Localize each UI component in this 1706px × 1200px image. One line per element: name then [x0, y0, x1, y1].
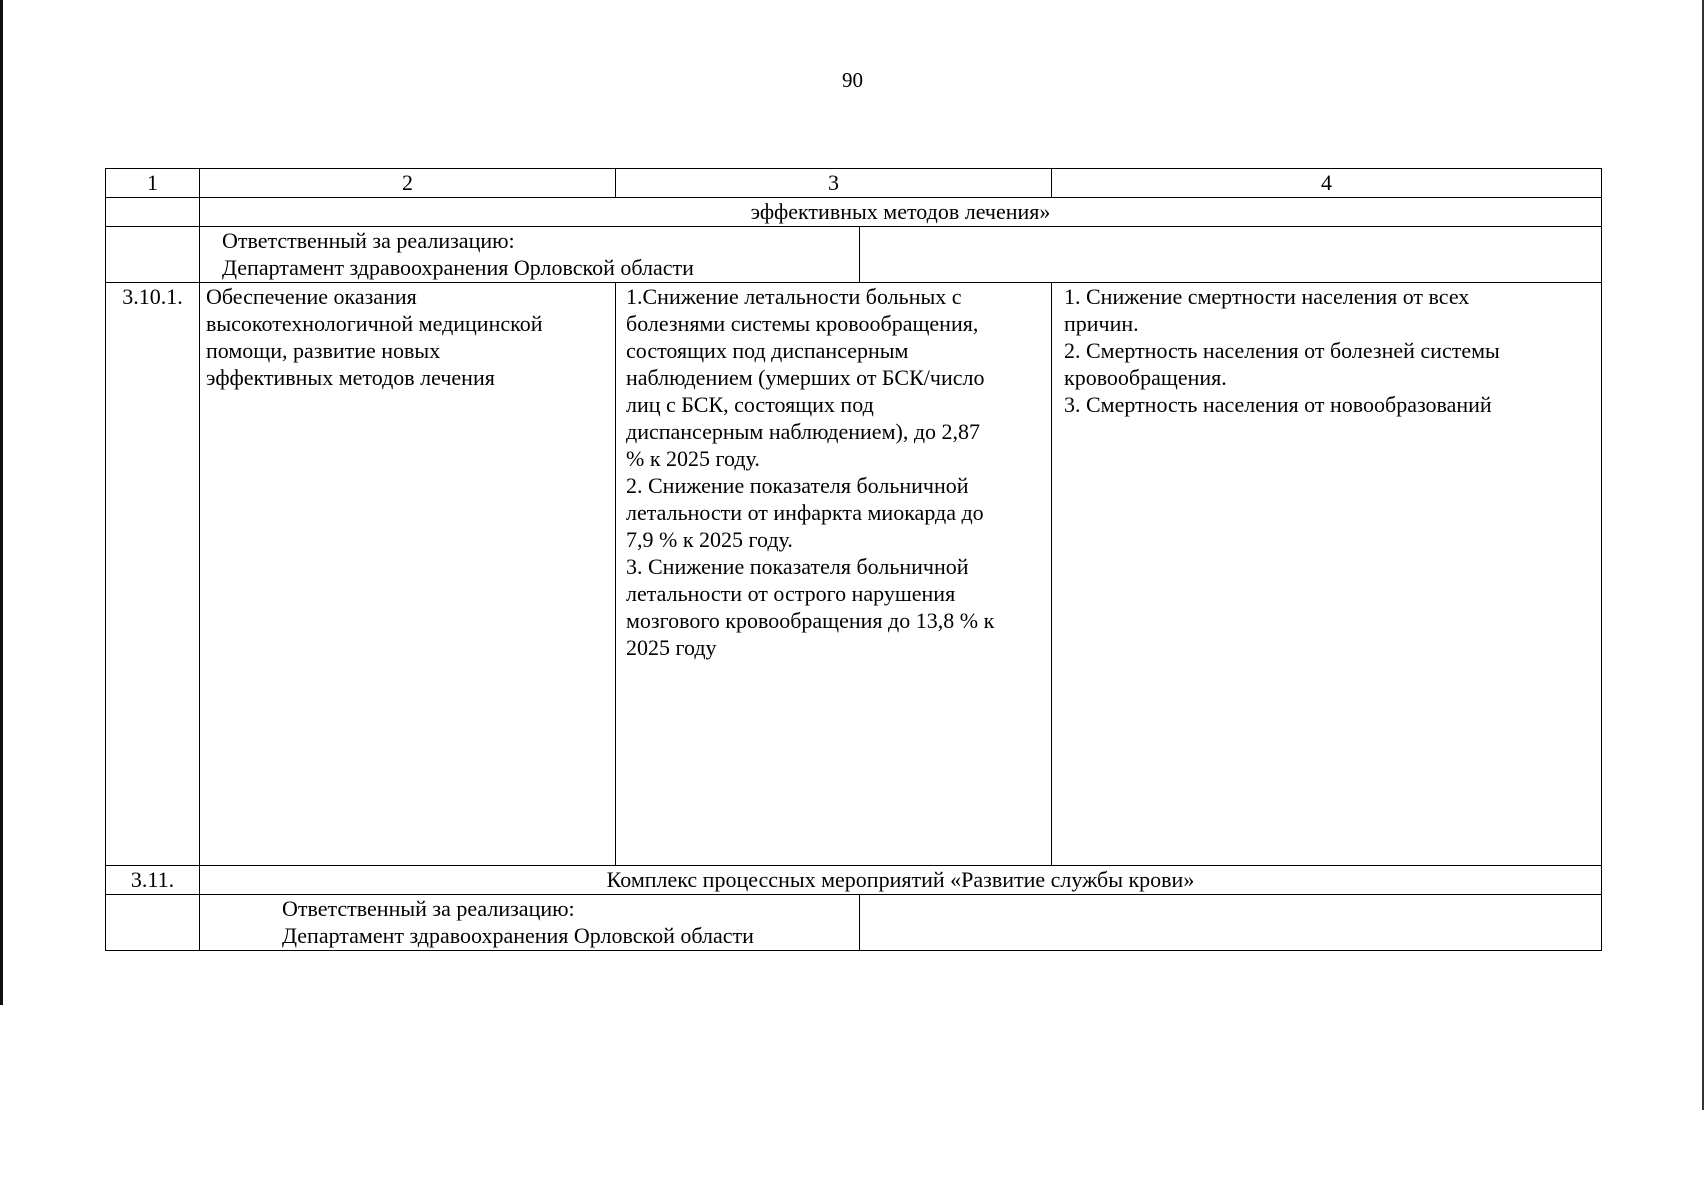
result-line: лиц с БСК, состоящих под: [626, 392, 874, 417]
page-right-edge: [1702, 0, 1704, 1110]
table-row-3-10-1: [106, 283, 1602, 866]
result-line: 2. Снижение показателя больничной: [626, 473, 969, 498]
indicator-line: 1. Снижение смертности населения от всех: [1064, 284, 1470, 309]
event-line: помощи, развитие новых: [206, 338, 441, 363]
row-number: 3.11.: [106, 866, 200, 895]
header-col-2: 2: [200, 169, 616, 198]
responsible-label: Ответственный за реализацию:: [222, 228, 515, 253]
event-cell: [200, 283, 616, 866]
measures-table: [105, 168, 1602, 951]
responsible-cell-1: [200, 227, 1602, 283]
responsible-department: Департамент здравоохранения Орловской области: [222, 255, 694, 280]
section-title-row: [106, 198, 1602, 227]
row-number: 3.10.1.: [106, 283, 200, 866]
header-col-1: 1: [106, 169, 200, 198]
table-header-row: [106, 169, 1602, 198]
event-line: эффективных методов лечения: [206, 365, 495, 390]
result-line: % к 2025 году.: [626, 446, 760, 471]
section-title-continued: эффективных методов лечения»: [200, 198, 1602, 227]
empty-number-cell: [106, 227, 200, 283]
responsible-row-1: [106, 227, 1602, 283]
indicator-line: причин.: [1064, 311, 1139, 336]
result-line: наблюдением (умерших от БСК/число: [626, 365, 985, 390]
result-line: диспансерным наблюдением), до 2,87: [626, 419, 981, 444]
result-line: 7,9 % к 2025 году.: [626, 527, 793, 552]
indicator-cell: [1052, 283, 1602, 866]
empty-number-cell: [106, 895, 200, 951]
responsible-department: Департамент здравоохранения Орловской области: [282, 923, 754, 948]
result-line: летальности от острого нарушения: [626, 581, 956, 606]
event-line: высокотехнологичной медицинской: [206, 311, 543, 336]
result-line: 3. Снижение показателя больничной: [626, 554, 969, 579]
header-col-3: 3: [616, 169, 1052, 198]
responsible-empty-area: [860, 227, 1601, 282]
indicator-line: 3. Смертность населения от новообразований: [1064, 392, 1492, 417]
empty-number-cell: [106, 198, 200, 227]
result-cell: [616, 283, 1052, 866]
section-title: Комплекс процессных мероприятий «Развитие службы крови»: [200, 866, 1602, 895]
result-line: мозгового кровообращения до 13,8 % к: [626, 608, 995, 633]
indicator-line: 2. Смертность населения от болезней системы: [1064, 338, 1500, 363]
responsible-cell-2: [200, 895, 1602, 951]
responsible-label: Ответственный за реализацию:: [282, 896, 575, 921]
result-line: 1.Снижение летальности больных с: [626, 284, 962, 309]
result-line: 2025 году: [626, 635, 717, 660]
result-line: летальности от инфаркта миокарда до: [626, 500, 984, 525]
indicator-line: кровообращения.: [1064, 365, 1227, 390]
responsible-row-2: [106, 895, 1602, 951]
responsible-empty-area: [860, 895, 1601, 950]
table-row-3-11: [106, 866, 1602, 895]
result-line: болезнями системы кровообращения,: [626, 311, 979, 336]
header-col-4: 4: [1052, 169, 1602, 198]
result-line: состоящих под диспансерным: [626, 338, 909, 363]
event-line: Обеспечение оказания: [206, 284, 417, 309]
page-left-edge: [0, 0, 3, 1005]
page-number: 90: [842, 68, 863, 92]
